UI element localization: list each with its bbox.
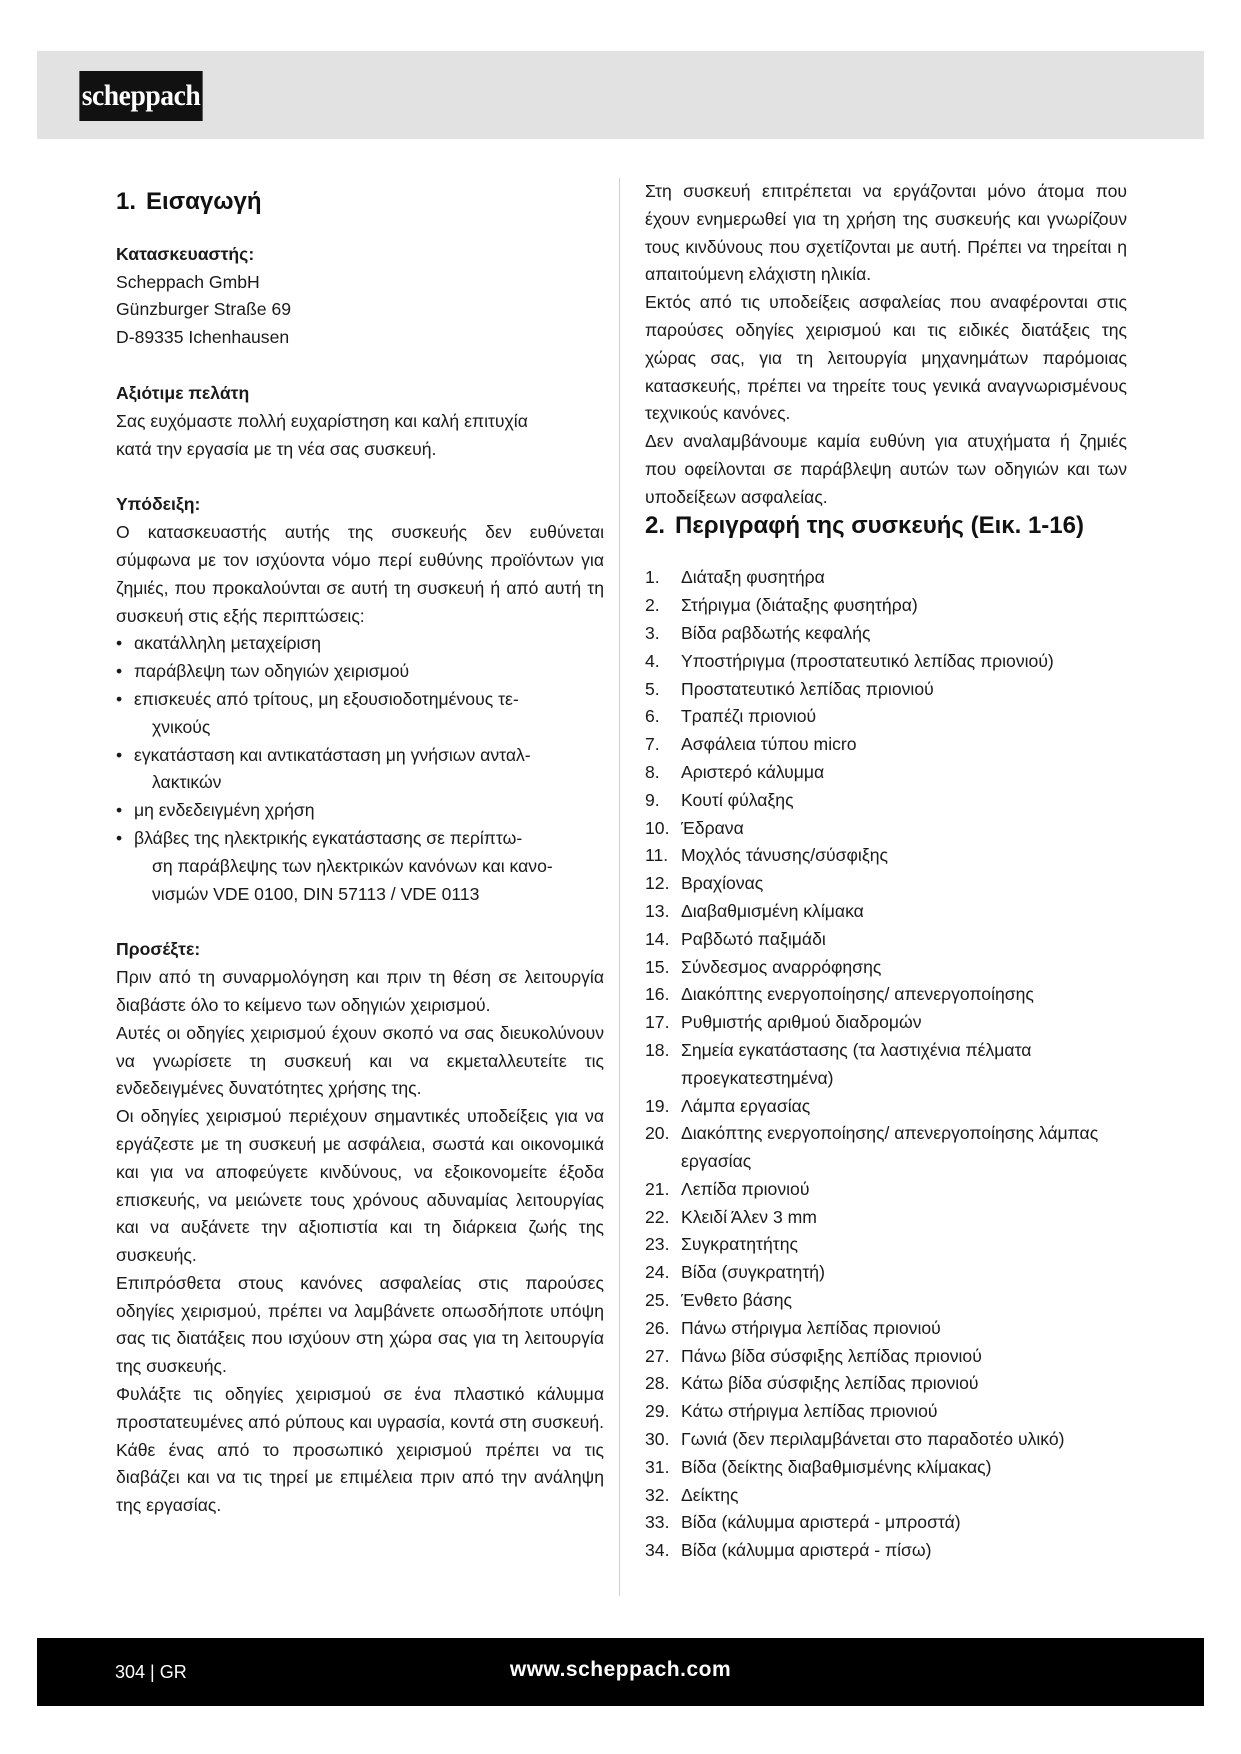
parts-item-number: 15. [645,956,670,977]
parts-item-number: 27. [645,1345,670,1366]
parts-item-text: Αριστερό κάλυμμα [681,761,825,782]
parts-item-text: Συγκρατητήτης [681,1234,798,1255]
page-number: 304 | GR [115,1662,187,1682]
attention-paragraph: Οι οδηγίες χειρισμού περιέχουν σημαντικές υποδείξεις για να εργάζεστε με τη συσκευή με ασφάλεια, σωστά και οικονομικά και για να αποφεύγετε κινδύνους, να εξοικονομείτε έξοδα επισκευής, να μειώνετε τους χρόνους αδυναμίας λειτουργίας και να αυξάνετε την αξιοπιστία και τη διάρκεια ζωής της συσκευής. [116,1106,604,1266]
parts-item-number: 20. [645,1123,670,1144]
parts-list-item [645,1287,1127,1315]
parts-item-text: Προστατευτικό λεπίδας πριονιού [681,678,934,699]
parts-item-text: Βίδα ραβδωτής κεφαλής [681,622,871,643]
parts-item-text: Βίδα (συγκρατητή) [681,1262,825,1283]
parts-list-item [645,759,1127,787]
parts-list-item [645,954,1127,982]
parts-item-text: Ρυθμιστής αριθμού διαδρομών [681,1012,922,1033]
customer-line: Σας ευχόμαστε πολλή ευχαρίστηση και καλή επιτυχία [116,410,528,431]
parts-list-item [645,592,1127,620]
parts-item-text: Πάνω στήριγμα λεπίδας πριονιού [681,1317,941,1338]
parts-item-text: Ραβδωτό παξιμάδι [681,928,826,949]
parts-list-item [645,1509,1127,1537]
scheppach-logo: scheppach [79,71,202,121]
parts-item-text: Βίδα (δείκτης διαβαθμισμένης κλίμακας) [681,1456,992,1477]
parts-item-text: Βίδα (κάλυμμα αριστερά - πίσω) [681,1540,932,1561]
parts-list-item [645,870,1127,898]
note-bullet: • ακατάλληλη μεταχείριση [116,630,604,658]
parts-list-item [645,842,1127,870]
parts-item-text: Υποστήριγμα (προστατευτικό λεπίδας πριονιού) [681,650,1054,671]
parts-list-item [645,676,1127,704]
parts-item-number: 14. [645,928,670,949]
parts-list [645,564,1127,1565]
parts-item-number: 4. [645,650,660,671]
parts-list-item [645,703,1127,731]
operator-paragraph: Εκτός από τις υποδείξεις ασφαλείας που αναφέρονται στις παρούσες οδηγίες χειρισμού και τις ειδικές διατάξεις της χώρας σας, για τη λειτουργία μηχανημάτων παρόμοιας κατασκευής, πρέπει να τηρείτε τους γενικά αναγνωρισμένους τεχνικούς κανόνες. [645,292,1127,424]
note-bullet: • βλάβες της ηλεκτρικής εγκατάστασης σε περίπτω- ση παράβλεψης των ηλεκτρικών κανόνων και κανο- νισμών VDE 0100, DIN 57113 / VDE 0113 [116,825,604,908]
parts-list-item [645,1259,1127,1287]
parts-item-number: 22. [645,1206,670,1227]
parts-list-item [645,1037,1127,1093]
parts-list-item [645,1454,1127,1482]
parts-item-number: 10. [645,817,670,838]
parts-item-number: 19. [645,1095,670,1116]
manufacturer-line: Günzburger Straße 69 [116,299,292,320]
parts-item-text: Πάνω βίδα σύσφιξης λεπίδας πριονιού [681,1345,982,1366]
customer-label: Αξιότιμε πελάτη [116,382,250,403]
parts-item-text: Κουτί φύλαξης [681,789,794,810]
parts-item-text: Ένθετο βάσης [681,1290,793,1311]
parts-item-text: Τραπέζι πριονιού [681,706,817,727]
parts-item-number: 31. [645,1456,670,1477]
parts-item-number: 33. [645,1512,670,1533]
parts-item-number: 26. [645,1317,670,1338]
manufacturer-label: Κατασκευαστής: [116,243,255,264]
section-2-number: 2. [645,511,666,539]
parts-list-item [645,1398,1127,1426]
manufacturer-line: D-89335 Ichenhausen [116,327,290,348]
parts-item-number: 1. [645,567,660,588]
left-column [116,178,604,1548]
parts-item-number: 21. [645,1178,670,1199]
note-text: Ο κατασκευαστής αυτής της συσκευής δεν ευθύνεται σύμφωνα με τον ισχύοντα νόμο περί ευθύνης προϊόντων για ζημιές, που προκαλούνται σε αυτή τη συσκευή ή από αυτή τη συσκευή στις εξής περιπτώσεις: [116,522,604,626]
parts-item-text: Βραχίονας [681,873,764,894]
parts-item-text: Μοχλός τάνυσης/σύσφιξης [681,845,888,866]
parts-list-item [645,898,1127,926]
attention-block [116,936,604,1520]
parts-item-number: 18. [645,1039,670,1060]
parts-item-text: Βίδα (κάλυμμα αριστερά - μπροστά) [681,1512,961,1533]
column-divider [619,178,620,1596]
parts-item-number: 24. [645,1262,670,1283]
parts-list-item [645,815,1127,843]
parts-item-number: 7. [645,734,660,755]
parts-item-number: 3. [645,622,660,643]
attention-paragraph: Αυτές οι οδηγίες χειρισμού έχουν σκοπό να σας διευκολύνουν να γνωρίσετε τη συσκευή και να εκμεταλλευτείτε τις ενδεδειγμένες δυνατότητες χρήσης της. [116,1022,604,1099]
parts-list-item [645,1482,1127,1510]
parts-item-text: Κλειδί Άλεν 3 mm [681,1206,817,1227]
parts-list-item [645,787,1127,815]
note-label: Υπόδειξη: [116,494,201,515]
parts-item-text: Γωνιά (δεν περιλαμβάνεται στο παραδοτέο υλικό) [681,1429,1065,1450]
footer-bar [37,1638,1204,1706]
parts-item-text: Διάταξη φυσητήρα [681,567,825,588]
parts-item-text: Κάτω βίδα σύσφιξης λεπίδας πριονιού [681,1373,979,1394]
parts-list-item [645,620,1127,648]
parts-item-number: 16. [645,984,670,1005]
parts-list-item [645,1343,1127,1371]
parts-list-item [645,1093,1127,1121]
note-bullet: • παράβλεψη των οδηγιών χειρισμού [116,658,604,686]
operator-paragraph: Στη συσκευή επιτρέπεται να εργάζονται μόνο άτομα που έχουν ενημερωθεί για τη χρήση της συσκευής και γνωρίζουν τους κινδύνους που σχετίζονται με αυτή. Πρέπει να τηρείται η απαιτούμενη ελάχιστη ηλικία. [645,181,1127,285]
parts-item-number: 13. [645,900,670,921]
section-1-number: 1. [116,188,137,215]
parts-list-item [645,1009,1127,1037]
parts-item-number: 9. [645,789,660,810]
manufacturer-line: Scheppach GmbH [116,271,260,292]
note-bullet: • εγκατάσταση και αντικατάσταση μη γνήσιων ανταλ- λακτικών [116,742,604,798]
parts-item-number: 12. [645,873,670,894]
parts-item-text: Στήριγμα (διάταξης φυσητήρα) [681,595,918,616]
parts-item-number: 23. [645,1234,670,1255]
note-bullet: • επισκευές από τρίτους, μη εξουσιοδοτημένους τε- χνικούς [116,686,604,742]
parts-list-item [645,1231,1127,1259]
parts-item-number: 8. [645,761,660,782]
operator-notes [645,178,1127,512]
note-block [116,491,604,908]
website-url: www.scheppach.com [509,1658,732,1681]
parts-list-item [645,564,1127,592]
parts-list-item [645,1537,1127,1565]
attention-paragraph: Φυλάξτε τις οδηγίες χειρισμού σε ένα πλαστικό κάλυμμα προστατευμένες από ρύπους και υγρασία, κοντά στη συσκευή. Κάθε ένας από το προσωπικό χειρισμού πρέπει να τις διαβάζει και να τις τηρεί με επιμέλεια πριν από την ανάληψη της εργασίας. [116,1384,604,1516]
parts-item-number: 5. [645,678,660,699]
attention-paragraph: Επιπρόσθετα στους κανόνες ασφαλείας στις παρούσες οδηγίες χειρισμού, πρέπει να λαμβάνετε οπωσδήποτε υπόψη σας τις διατάξεις που ισχύουν στη χώρα σας για τη λειτουργία της συσκευής. [116,1272,604,1377]
parts-item-number: 11. [645,845,669,866]
parts-item-number: 32. [645,1484,670,1505]
parts-list-item [645,926,1127,954]
parts-item-text: Λάμπα εργασίας [681,1095,811,1116]
attention-label: Προσέξτε: [116,939,201,960]
operator-paragraph: Δεν αναλαμβάνουμε καμία ευθύνη για ατυχήματα ή ζημιές που οφείλονται σε παράβλεψη αυτών των οδηγιών και των υποδείξεων ασφαλείας. [645,431,1127,507]
parts-item-number: 29. [645,1401,670,1422]
parts-item-number: 2. [645,595,660,616]
right-column [645,178,1127,1565]
parts-item-text: Έδρανα [681,817,744,838]
parts-item-number: 25. [645,1290,670,1311]
parts-item-number: 17. [645,1012,670,1033]
parts-item-text: Διακόπτης ενεργοποίησης/ απενεργοποίησης λάμπας εργασίας [681,1123,1099,1172]
parts-list-item [645,1176,1127,1204]
section-2-title: Περιγραφή της συσκευής (Εικ. 1-16) [675,511,1084,539]
parts-list-item [645,1120,1127,1176]
attention-paragraph: Πριν από τη συναρμολόγηση και πριν τη θέση σε λειτουργία διαβάστε όλο το κείμενο των οδηγιών χειρισμού. [116,967,604,1015]
parts-list-item [645,981,1127,1009]
customer-line: κατά την εργασία με τη νέα σας συσκευή. [116,438,437,459]
parts-item-text: Σύνδεσμος αναρρόφησης [681,956,882,977]
parts-item-text: Διαβαθμισμένη κλίμακα [681,900,864,921]
parts-item-number: 6. [645,706,660,727]
parts-list-item [645,1204,1127,1232]
parts-list-item [645,731,1127,759]
parts-item-number: 30. [645,1429,670,1450]
parts-item-text: Λεπίδα πριονιού [681,1178,810,1199]
manufacturer-block [116,241,604,352]
note-bullet-list [116,630,604,908]
header-band [37,51,1204,139]
parts-list-item [645,1315,1127,1343]
section-2-heading [645,512,1127,541]
parts-item-number: 28. [645,1373,670,1394]
section-1-heading [116,188,604,217]
parts-list-item [645,1426,1127,1454]
parts-item-text: Κάτω στήριγμα λεπίδας πριονιού [681,1401,938,1422]
parts-item-text: Διακόπτης ενεργοποίησης/ απενεργοποίησης [681,984,1034,1005]
customer-block [116,380,604,463]
parts-list-item [645,1370,1127,1398]
parts-item-text: Σημεία εγκατάστασης (τα λαστιχένια πέλματα προεγκατεστημένα) [681,1039,1032,1088]
parts-item-text: Δείκτης [681,1484,739,1505]
section-1-title: Εισαγωγή [146,188,262,215]
parts-item-text: Ασφάλεια τύπου micro [681,734,857,755]
note-bullet: • μη ενδεδειγμένη χρήση [116,797,604,825]
parts-list-item [645,648,1127,676]
parts-item-number: 34. [645,1540,670,1561]
